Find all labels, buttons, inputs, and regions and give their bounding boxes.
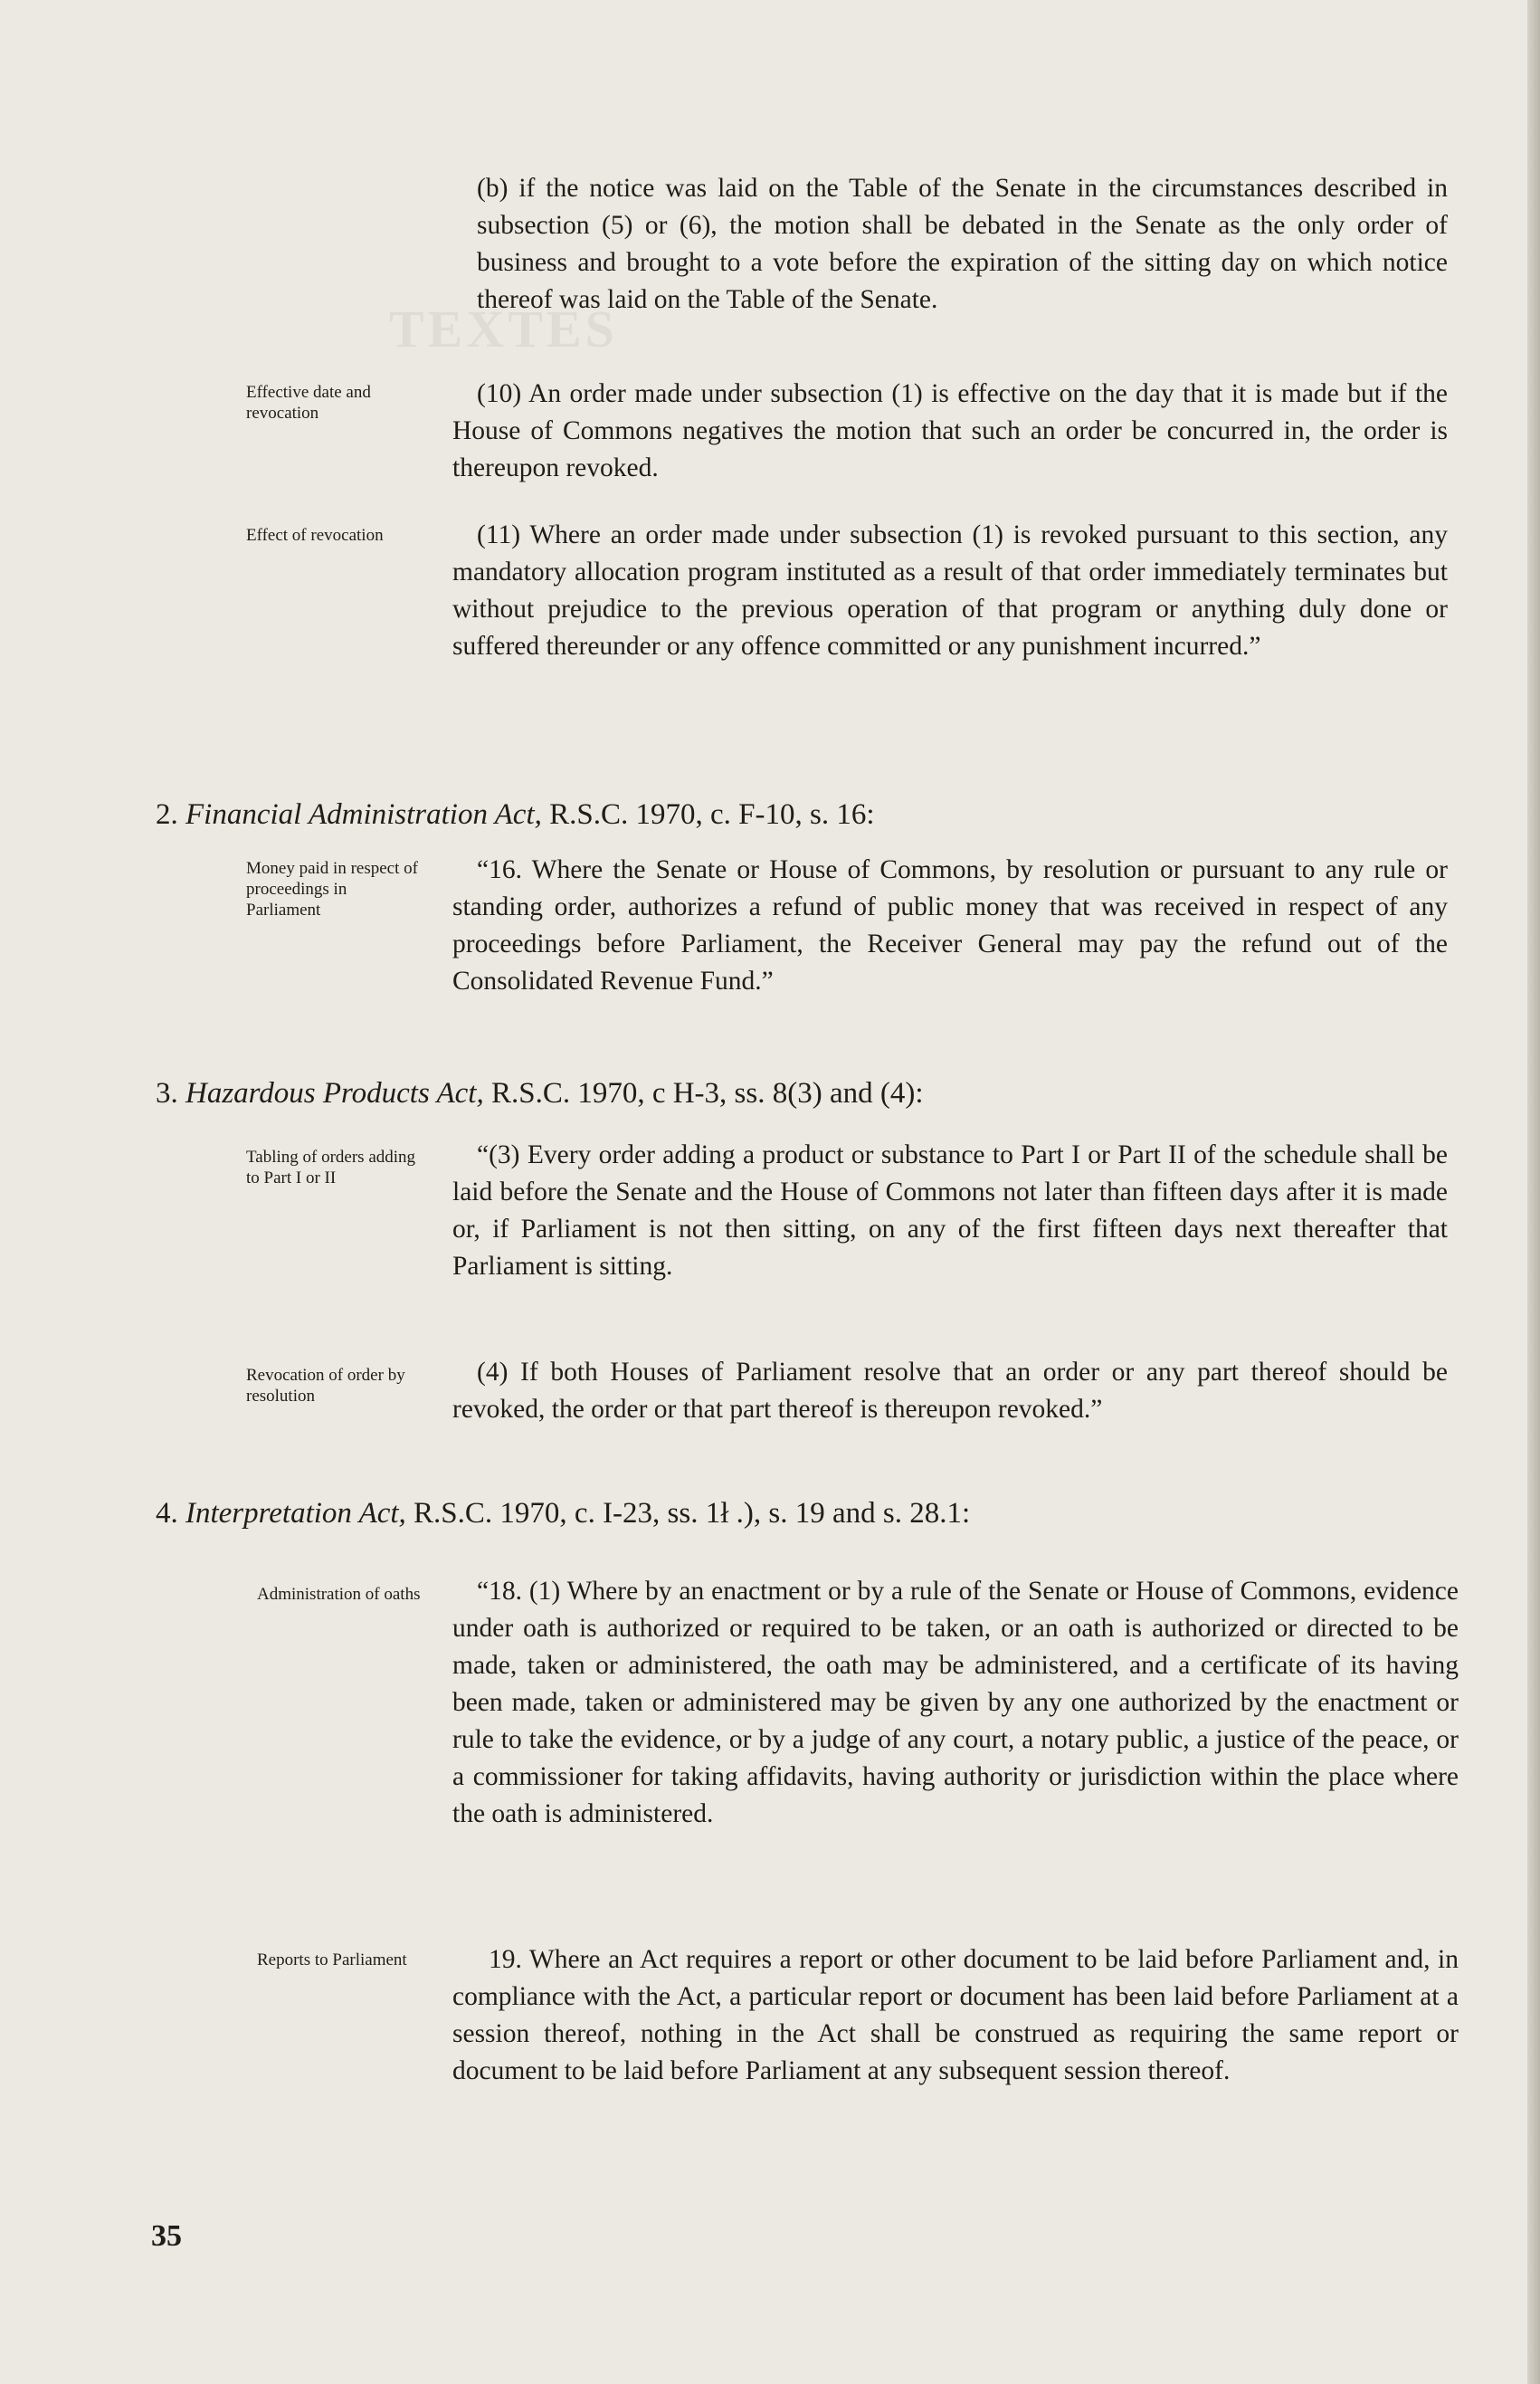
act-title: Hazardous Products Act, bbox=[185, 1077, 484, 1110]
page-number: 35 bbox=[151, 2219, 182, 2253]
margin-note-money-paid: Money paid in respect of proceedings in Parliament bbox=[246, 859, 418, 920]
paragraph-b-notice-laid: (b) if the notice was laid on the Table of the Senate in the circumstances described in subsection (5) or (6), the motion shall be debated in the Senate as the only order of business and brought to a vote before the expiration of the sitting day on which notice thereof was laid on the Table of the Senate. bbox=[477, 174, 1448, 314]
section-19-text: 19. Where an Act requires a report or other document to be laid before Parliament and, in compliance with the Act, a particular report or document has been laid before Parliament at a session thereof, nothing in the Act shall be construed as requiring the same report or document to be laid before Parliament at any subsequent session thereof. bbox=[452, 1945, 1459, 2085]
subsection-3-text: “(3) Every order adding a product or substance to Part I or Part II of the schedule shall be laid before the Senate and the House of Commons not later than fifteen days after it is made or, if Parliament is not then sitting, on any of the first fifteen days next thereafter that Parliament is sitting. bbox=[452, 1140, 1448, 1281]
item-heading-interpretation-act bbox=[156, 1495, 970, 1531]
margin-note-revocation-of-order: Revocation of order by resolution bbox=[246, 1366, 405, 1406]
item-number: 3. bbox=[156, 1077, 178, 1110]
margin-note-reports-to-parliament: Reports to Parliament bbox=[257, 1950, 407, 1969]
page-edge-shadow bbox=[1527, 0, 1540, 2384]
act-citation: R.S.C. 1970, c H-3, ss. 8(3) and (4): bbox=[490, 1077, 924, 1110]
item-heading-financial-administration-act bbox=[156, 796, 874, 833]
item-heading-hazardous-products-act bbox=[156, 1075, 924, 1111]
margin-note-effective-date: Effective date and revocation bbox=[246, 383, 371, 423]
item-number: 4. bbox=[156, 1497, 178, 1530]
act-citation: R.S.C. 1970, c. F-10, s. 16: bbox=[549, 798, 875, 831]
margin-note-effect-of-revocation: Effect of revocation bbox=[246, 526, 384, 545]
subsection-10: (10) An order made under subsection (1) is effective on the day that it is made but if the House of Commons negatives the motion that such an order be concurred in, the order is thereupon revoked. bbox=[452, 379, 1448, 482]
bleed-through-texture: TEXTES bbox=[389, 300, 618, 358]
item-number: 2. bbox=[156, 798, 178, 831]
margin-note-administration-of-oaths: Administration of oaths bbox=[257, 1585, 421, 1604]
act-citation: R.S.C. 1970, c. I-23, ss. 1ł .), s. 19 and s. 28.1: bbox=[414, 1497, 971, 1530]
section-18-text: “18. (1) Where by an enactment or by a rule of the Senate or House of Commons, evidence under oath is authorized or required to be taken, or an oath is authorized or directed to be made, taken or administered, the oath may be administered, and a certificate of its having been made, taken or administered may be given by any one authorized by the enactment or rule to take the evidence, or by a judge of any court, a notary public, a justice of the peace, or a commissioner for taking affidavits, having authority or jurisdiction within the place where the oath is administered. bbox=[452, 1577, 1459, 1828]
act-title: Financial Administration Act, bbox=[185, 798, 542, 831]
margin-note-tabling-of-orders: Tabling of orders adding to Part I or II bbox=[246, 1148, 416, 1187]
subsection-11: (11) Where an order made under subsection (1) is revoked pursuant to this section, any mandatory allocation program instituted as a result of that order immediately terminates but without prejudice to the previous operation of that program or anything duly done or suffered thereunder or any offence committed or any punishment incurred.” bbox=[452, 520, 1448, 661]
act-title: Interpretation Act, bbox=[185, 1497, 406, 1530]
subsection-4-text: (4) If both Houses of Parliament resolve that an order or any part thereof should be revoked, the order or that part thereof is thereupon revoked.” bbox=[452, 1358, 1448, 1424]
section-16-text: “16. Where the Senate or House of Commons, by resolution or pursuant to any rule or standing order, authorizes a refund of public money that was received in respect of any proceedings before Parliament, the Receiver General may pay the refund out of the Consolidated Revenue Fund.” bbox=[452, 855, 1448, 996]
